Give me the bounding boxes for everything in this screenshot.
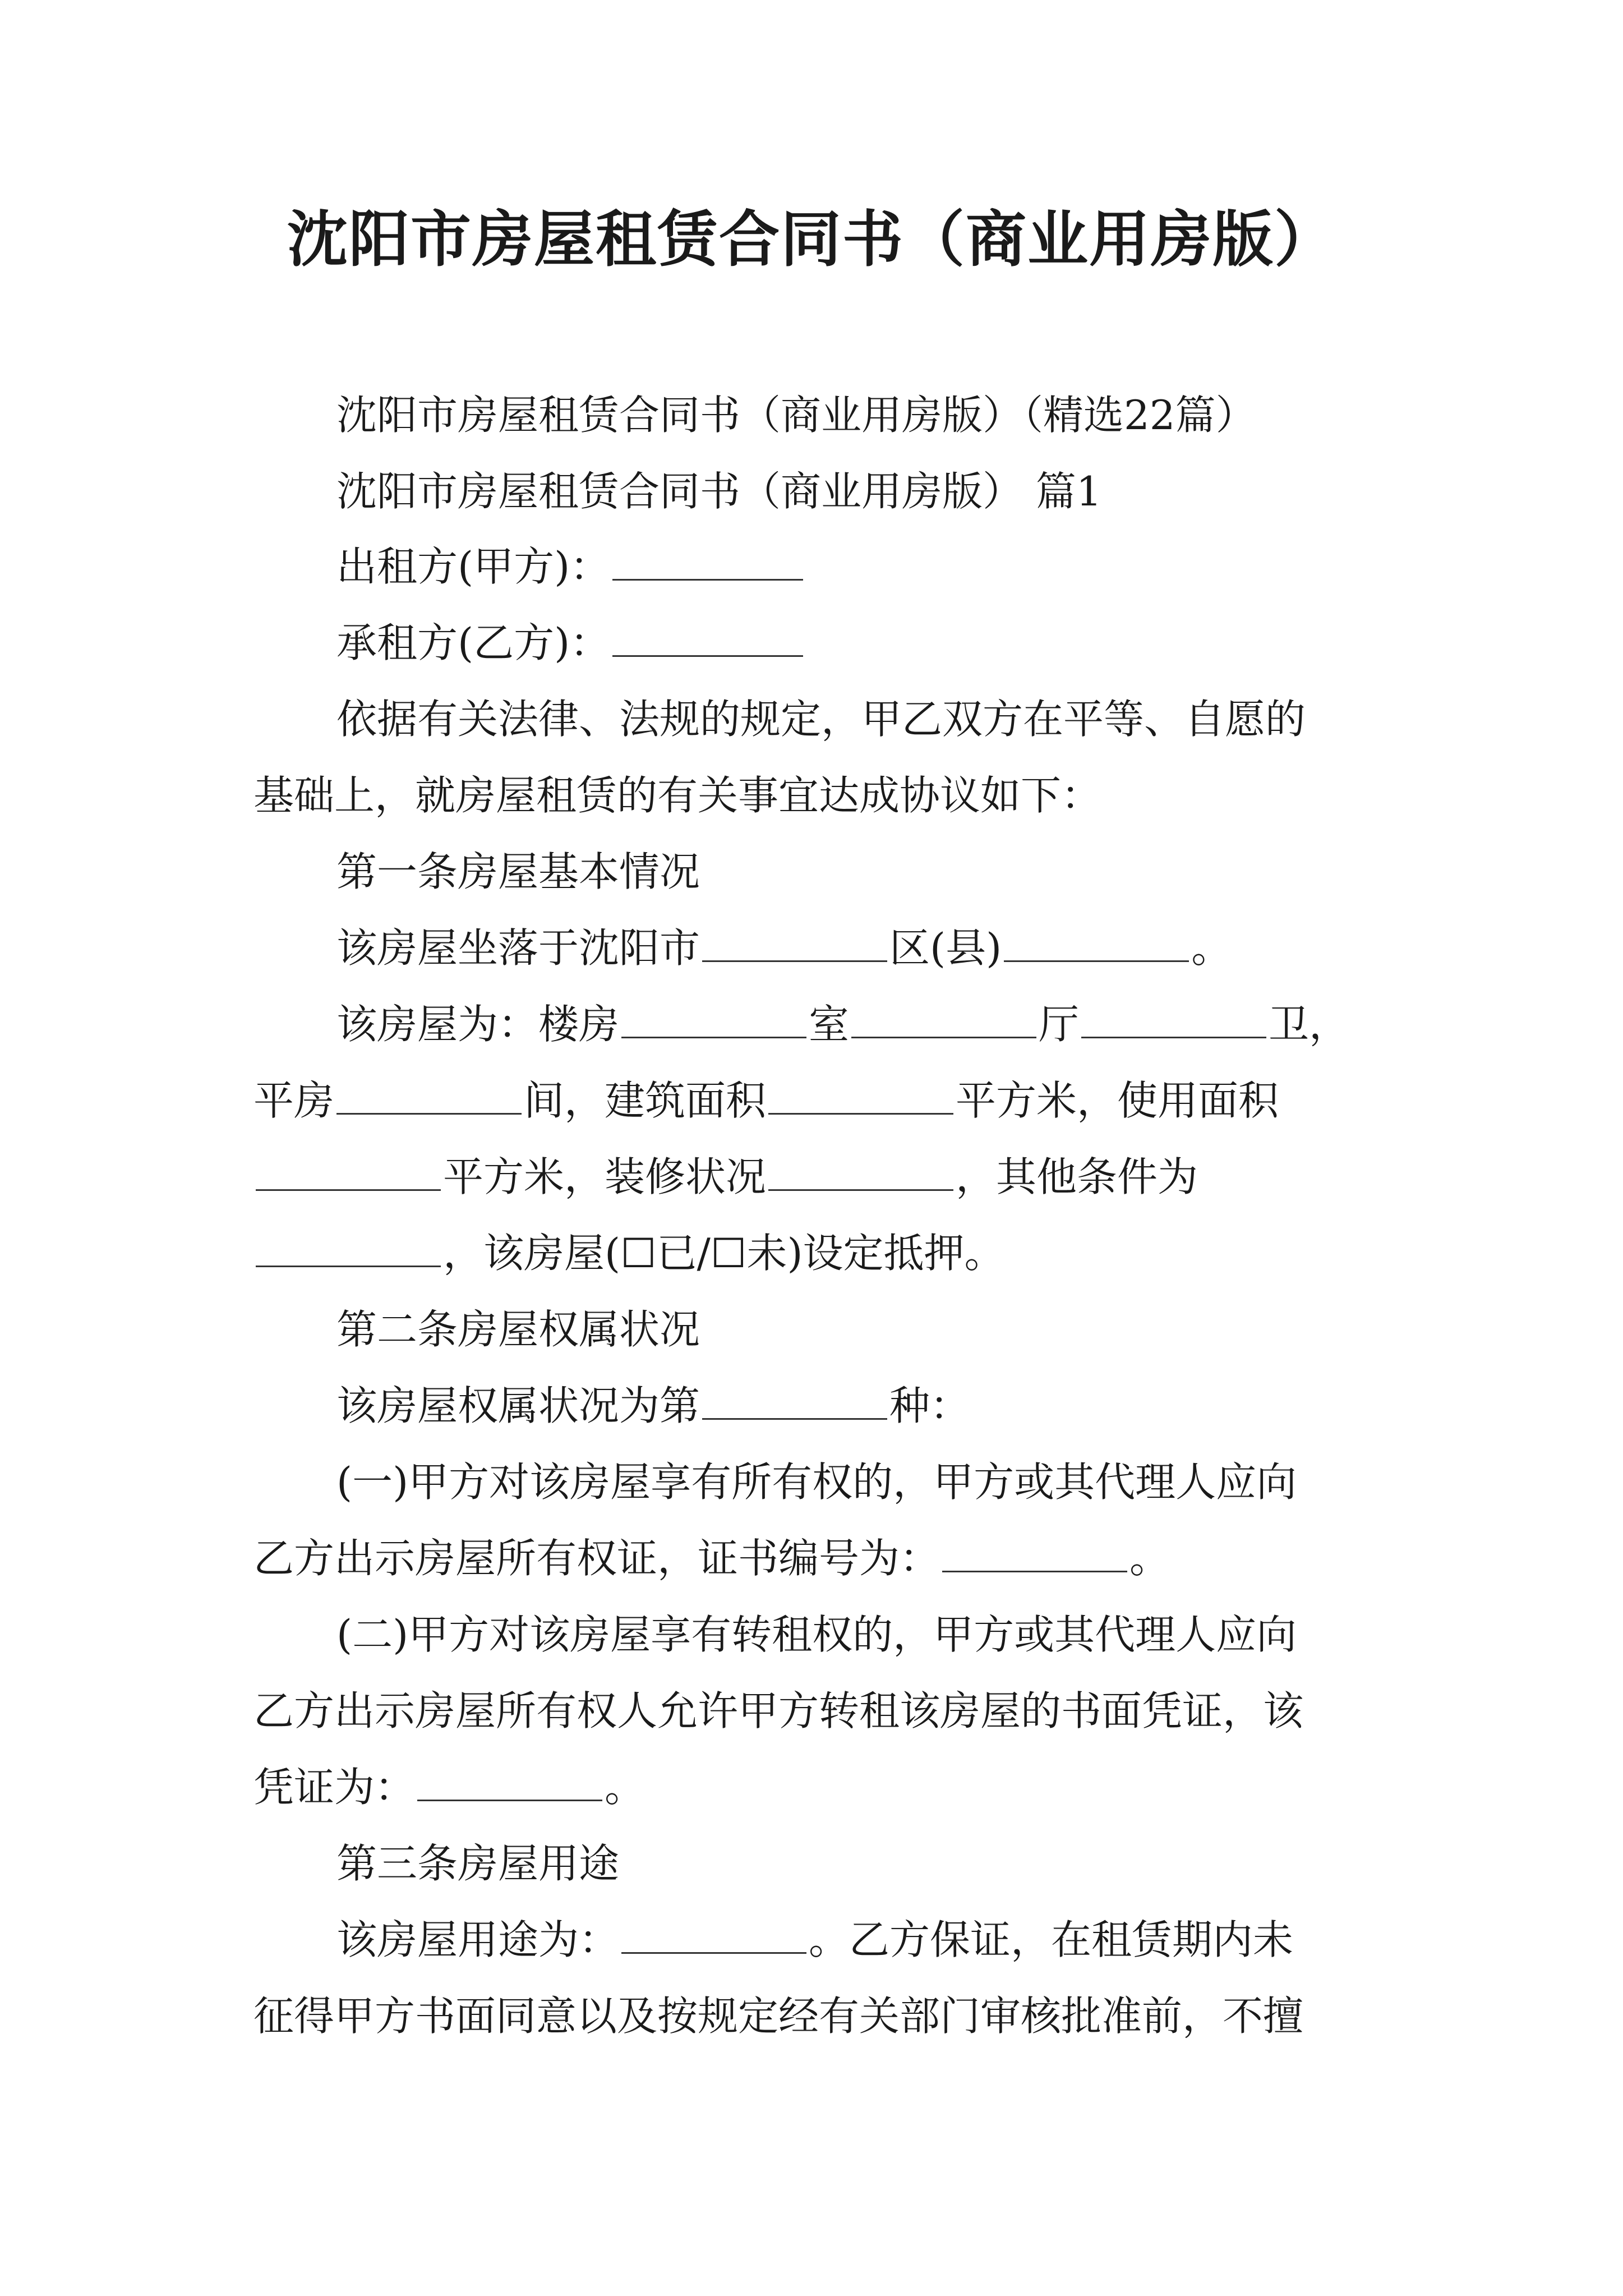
section-heading: 沈阳市房屋租赁合同书（商业用房版） 篇1 bbox=[336, 468, 1102, 515]
text: 平方米，装修状况 bbox=[443, 1153, 767, 1200]
baths-blank bbox=[1081, 996, 1266, 1038]
text: 。乙方保证，在租赁期内未 bbox=[809, 1916, 1294, 1963]
intro-line-2: 基础上，就房屋租赁的有关事宜达成协议如下： bbox=[253, 772, 1102, 819]
lessee-line bbox=[336, 615, 805, 671]
text: 该房屋坐落于沈阳市 bbox=[336, 924, 700, 972]
article-3-use bbox=[336, 1912, 1293, 1968]
other-conditions-blank bbox=[256, 1225, 441, 1267]
text: 平房 bbox=[253, 1077, 335, 1124]
article-3-cont: 征得甲方书面同意以及按规定经有关部门审核批准前，不擅 bbox=[253, 1993, 1304, 2040]
document-title: 沈阳市房屋租赁合同书（商业用房版） bbox=[287, 204, 1336, 275]
article-2-kind bbox=[336, 1378, 970, 1434]
text: ，该房屋(☐已/☐未)设定抵押。 bbox=[443, 1230, 1005, 1277]
text: 凭证为： bbox=[253, 1764, 416, 1811]
article-1-mortgage bbox=[253, 1225, 1005, 1281]
intro-line-1: 依据有关法律、法规的规定，甲乙双方在平等、自愿的 bbox=[336, 696, 1306, 743]
text: 种： bbox=[889, 1382, 971, 1429]
article-2-item-2b: 乙方出示房屋所有权人允许甲方转租该房屋的书面凭证，该 bbox=[253, 1687, 1304, 1734]
text: 厅 bbox=[1039, 1001, 1080, 1048]
text: 该房屋用途为： bbox=[336, 1916, 620, 1963]
article-1-title: 第一条房屋基本情况 bbox=[336, 848, 700, 895]
lessor-label: 出租方(甲方)： bbox=[336, 543, 611, 590]
lessee-blank bbox=[612, 615, 803, 657]
district-blank bbox=[702, 920, 887, 962]
halls-blank bbox=[851, 996, 1036, 1038]
flat-rooms-blank bbox=[336, 1073, 522, 1115]
text: 。 bbox=[605, 1764, 645, 1811]
text: 平方米，使用面积 bbox=[956, 1077, 1279, 1124]
text: 室 bbox=[809, 1001, 850, 1048]
text: 该房屋权属状况为第 bbox=[336, 1382, 700, 1429]
article-2-item-1b bbox=[253, 1530, 1170, 1586]
article-2-item-2c bbox=[253, 1759, 645, 1815]
text: 间，建筑面积 bbox=[524, 1077, 767, 1124]
article-1-location bbox=[336, 920, 1232, 976]
article-2-title: 第二条房屋权属状况 bbox=[336, 1306, 700, 1353]
text: 区(县) bbox=[889, 924, 1002, 972]
article-2-item-2a: (二)甲方对该房屋享有转租权的，甲方或其代理人应向 bbox=[336, 1611, 1297, 1658]
ownership-kind-blank bbox=[702, 1378, 887, 1420]
article-1-type bbox=[336, 996, 1349, 1052]
text: ，其他条件为 bbox=[956, 1153, 1198, 1200]
usage-blank bbox=[621, 1912, 806, 1954]
article-1-flat bbox=[253, 1073, 1279, 1129]
building-area-blank bbox=[768, 1073, 953, 1115]
rooms-blank bbox=[621, 996, 806, 1038]
text: 。 bbox=[1191, 924, 1232, 972]
decoration-blank bbox=[768, 1149, 953, 1191]
lessee-label: 承租方(乙方)： bbox=[336, 619, 611, 666]
lessor-blank bbox=[612, 539, 803, 581]
certificate-number-blank bbox=[942, 1530, 1127, 1572]
article-2-item-1a: (一)甲方对该房屋享有所有权的，甲方或其代理人应向 bbox=[336, 1458, 1297, 1506]
county-blank bbox=[1004, 920, 1189, 962]
article-1-area bbox=[253, 1149, 1198, 1205]
text: 乙方出示房屋所有权证，证书编号为： bbox=[253, 1535, 940, 1582]
text: 卫， bbox=[1269, 1001, 1350, 1048]
lessor-line bbox=[336, 539, 805, 595]
article-3-title: 第三条房屋用途 bbox=[336, 1840, 620, 1887]
text: 该房屋为：楼房 bbox=[336, 1001, 620, 1048]
document-subtitle: 沈阳市房屋租赁合同书（商业用房版）（精选22篇） bbox=[336, 392, 1256, 439]
voucher-blank bbox=[417, 1759, 602, 1801]
text: 。 bbox=[1129, 1535, 1170, 1582]
usable-area-blank bbox=[256, 1149, 441, 1191]
